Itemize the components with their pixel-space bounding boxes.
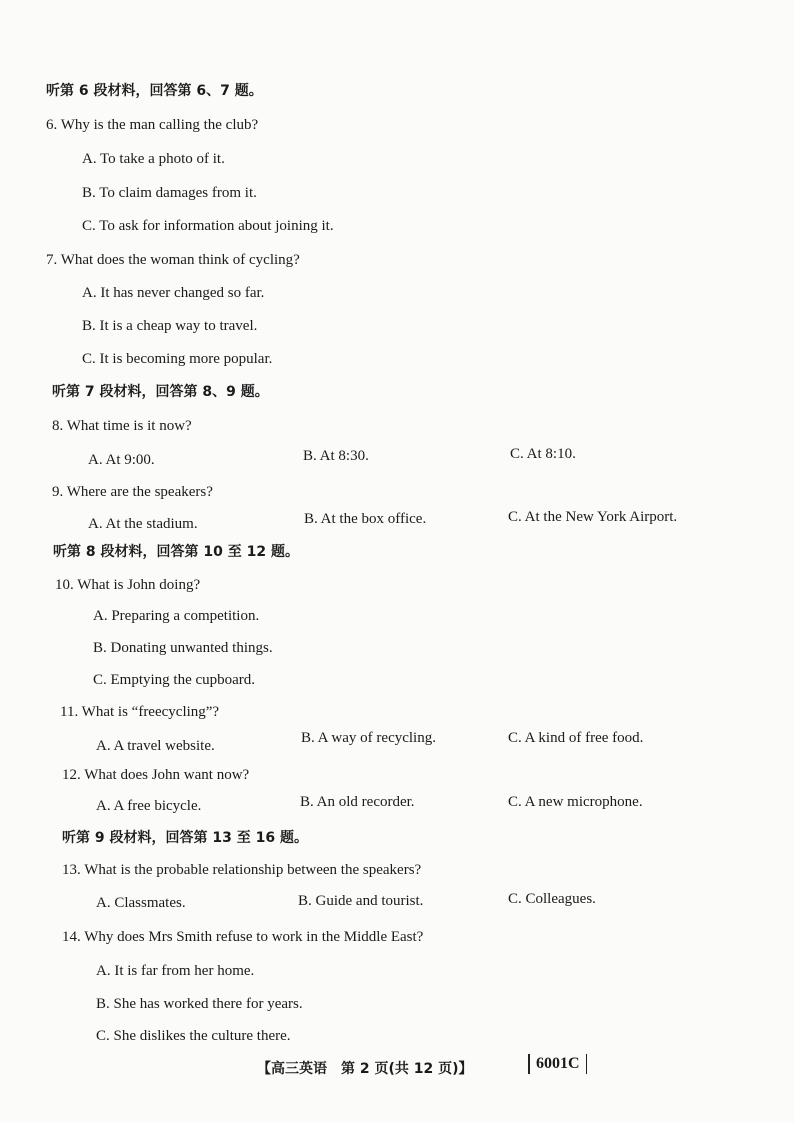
question-12-option-b: B. An old recorder.	[300, 794, 415, 810]
section-7: 听第 7 段材料，回答第 8、9 题。	[52, 384, 269, 400]
question-10-option-a: A. Preparing a competition.	[93, 608, 260, 624]
question-10-stem: 10. What is John doing?	[55, 577, 201, 593]
paper-code: 6001C	[528, 1054, 587, 1074]
question-13-option-a: A. Classmates.	[96, 895, 186, 911]
question-6-option-c: C. To ask for information about joining it.	[82, 218, 334, 234]
question-13-option-b: B. Guide and tourist.	[298, 893, 424, 909]
question-14-stem: 14. Why does Mrs Smith refuse to work in the Middle East?	[62, 929, 424, 945]
question-8-option-c: C. At 8:10.	[510, 446, 576, 462]
question-8-option-b: B. At 8:30.	[303, 448, 369, 464]
question-9-stem: 9. Where are the speakers?	[52, 484, 213, 500]
question-6-option-b: B. To claim damages from it.	[82, 185, 257, 201]
question-14-option-a: A. It is far from her home.	[96, 963, 255, 979]
question-11-stem: 11. What is “freecycling”?	[60, 704, 220, 720]
question-6-stem: 6. Why is the man calling the club?	[46, 117, 259, 133]
question-11-option-b: B. A way of recycling.	[301, 730, 436, 746]
question-9-option-a: A. At the stadium.	[88, 516, 198, 532]
question-13-option-c: C. Colleagues.	[508, 891, 596, 907]
section-9: 听第 9 段材料，回答第 13 至 16 题。	[62, 830, 308, 846]
question-7-stem: 7. What does the woman think of cycling?	[46, 252, 300, 268]
question-9-option-b: B. At the box office.	[304, 511, 427, 527]
question-7-option-c: C. It is becoming more popular.	[82, 351, 273, 367]
question-12-option-c: C. A new microphone.	[508, 794, 643, 810]
page-footer: 【高三英语 第 2 页(共 12 页)】	[257, 1061, 473, 1077]
section-8: 听第 8 段材料，回答第 10 至 12 题。	[53, 544, 299, 560]
question-14-option-c: C. She dislikes the culture there.	[96, 1028, 291, 1044]
question-9-option-c: C. At the New York Airport.	[508, 509, 678, 525]
question-13-stem: 13. What is the probable relationship between the speakers?	[62, 862, 422, 878]
question-11-option-c: C. A kind of free food.	[508, 730, 644, 746]
question-6-option-a: A. To take a photo of it.	[82, 151, 225, 167]
question-10-option-c: C. Emptying the cupboard.	[93, 672, 256, 688]
question-11-option-a: A. A travel website.	[96, 738, 215, 754]
question-10-option-b: B. Donating unwanted things.	[93, 640, 273, 656]
question-7-option-a: A. It has never changed so far.	[82, 285, 265, 301]
question-8-stem: 8. What time is it now?	[52, 418, 192, 434]
question-7-option-b: B. It is a cheap way to travel.	[82, 318, 258, 334]
section-6: 听第 6 段材料，回答第 6、7 题。	[46, 83, 263, 99]
question-14-option-b: B. She has worked there for years.	[96, 996, 303, 1012]
question-12-stem: 12. What does John want now?	[62, 767, 250, 783]
question-8-option-a: A. At 9:00.	[88, 452, 155, 468]
question-12-option-a: A. A free bicycle.	[96, 798, 202, 814]
